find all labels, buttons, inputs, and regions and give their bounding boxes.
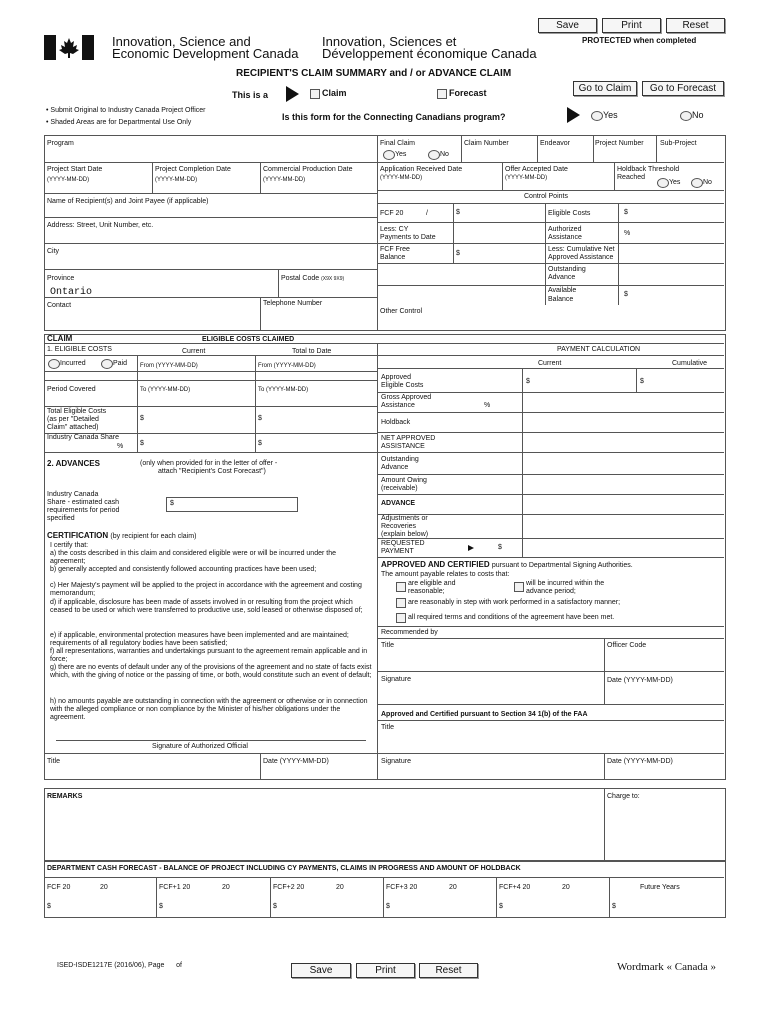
certification-by: (by recipient for each claim)	[110, 533, 197, 540]
fc-col4-suffix: 20	[562, 884, 570, 891]
start-date-label: Project Start Date	[47, 166, 103, 173]
rec-signature-label: Signature	[381, 676, 411, 683]
postal-code-text: Postal Code	[281, 275, 320, 282]
offer-accepted-label: Offer Accepted Date	[505, 166, 568, 173]
authorized-percent: %	[624, 230, 631, 237]
gross-approved-label	[381, 394, 431, 410]
commercial-date-label: Commercial Production Date	[263, 166, 353, 173]
other-control-label: Other Control	[380, 308, 423, 315]
approved-eligible-line1: Approved	[381, 374, 411, 381]
rec-title-label: Title	[381, 642, 394, 649]
claim-number-label: Claim Number	[464, 140, 509, 147]
requested-dollar: $	[498, 544, 502, 551]
final-claim-no-radio[interactable]	[428, 150, 440, 160]
adjustments-label	[381, 515, 428, 539]
offer-accepted-format: (YYYY-MM-DD)	[505, 175, 548, 181]
fc-col2-suffix: 20	[336, 884, 344, 891]
reached-label: Reached	[617, 174, 646, 181]
print-button[interactable]: Print	[602, 18, 661, 33]
payment-current-heading: Current	[538, 360, 562, 367]
holdback-threshold-label: Holdback Threshold	[617, 166, 680, 173]
outstanding-label: Outstanding	[548, 266, 586, 273]
app-received-label: Application Received Date	[380, 166, 463, 173]
forecast-col-fcf3: FCF+3 20	[386, 884, 418, 891]
fc-col0: FCF 20	[47, 884, 71, 891]
gross-approved-line2: Assistance	[381, 402, 415, 409]
ic-share-estimate-label	[47, 491, 157, 523]
advance-caps-label: ADVANCE	[381, 500, 416, 507]
adjustments-line1: Adjustments or	[381, 515, 428, 522]
connecting-question: Is this form for the Connecting Canadians program?	[282, 112, 506, 122]
forecast-heading: DEPARTMENT CASH FORECAST - BALANCE OF PROJECT INCLUDING CY PAYMENTS, CLAIMS IN PROGRESS AND AMOUNT OF HOLDBACK	[47, 865, 521, 872]
recipients-label: Name of Recipient(s) and Joint Payee (if applicable)	[47, 198, 209, 205]
cert-date-label: Date (YYYY-MM-DD)	[263, 758, 329, 765]
fcf-slash: /	[426, 210, 428, 217]
approved-certified-title: APPROVED AND CERTIFIED	[381, 560, 490, 569]
canada-wordmark: Wordmark « Canada »	[617, 961, 716, 973]
approved-current-dollar: $	[526, 378, 530, 385]
will-incur-line1: will be incurred within the	[526, 580, 605, 587]
ic-share-percent: %	[117, 443, 124, 450]
requested-payment-label	[381, 540, 425, 556]
net-approved-line2: ASSISTANCE	[381, 443, 425, 450]
fcf-free-balance-label: Balance	[380, 254, 406, 261]
total-eligible-line3: Claim" attached)	[47, 424, 99, 431]
connecting-yes-radio[interactable]	[591, 111, 603, 121]
project-number-label: Project Number	[595, 140, 644, 147]
current-from-label: From (YYYY-MM-DD)	[140, 363, 198, 369]
approved-eligible-line2: Eligible Costs	[381, 382, 424, 389]
advance-label: Advance	[548, 274, 576, 281]
forecast-col-fcf1: FCF+1 20	[159, 884, 191, 891]
will-incur-label	[526, 580, 604, 596]
less-cumulative-label: Less: Cumulative Net	[548, 246, 615, 253]
approved-assistance-label: Approved Assistance	[548, 254, 614, 261]
payment-cumulative-heading: Cumulative	[672, 360, 708, 367]
forecast-col-fcf	[47, 884, 70, 892]
fc-dollar-4: $	[499, 903, 503, 910]
current-to-label: To (YYYY-MM-DD)	[140, 387, 191, 393]
reset-button[interactable]: Reset	[666, 18, 725, 33]
claim-label: Claim	[322, 88, 347, 98]
amount-owing-line2: (receivable)	[381, 485, 418, 492]
approved-certified-pursuant: pursuant to Departmental Signing Authorities.	[491, 562, 633, 569]
form-id-text: ISED-ISDE1217E (2016/06), Page	[57, 962, 165, 969]
form-title: RECIPIENT'S CLAIM SUMMARY and / or ADVANCE CLAIM	[236, 68, 512, 79]
recommended-label: Recommended by	[381, 629, 438, 636]
total-eligible-total-dollar: $	[258, 415, 262, 422]
holdback-no-radio[interactable]	[691, 178, 703, 188]
total-to-label: To (YYYY-MM-DD)	[258, 387, 309, 393]
total-eligible-current-dollar: $	[140, 415, 144, 422]
eligible-costs-dollar: $	[624, 209, 628, 216]
fc-dollar-2: $	[273, 903, 277, 910]
fcf-dollar: $	[456, 209, 460, 216]
cert-item-f: f) all representations, warranties and undertakings pursuant to the agreement remain applicable and in force;	[50, 648, 368, 663]
certification-heading	[47, 532, 196, 541]
arrow-right-icon	[468, 545, 474, 551]
current-heading: Current	[182, 348, 206, 355]
net-approved-label	[381, 435, 435, 451]
connecting-no-radio[interactable]	[680, 111, 692, 121]
canada-flag-icon	[44, 35, 94, 60]
in-step-label: are reasonably in step with work performed in a satisfactory manner;	[408, 599, 621, 606]
program-label: Program	[47, 140, 74, 147]
ic-share-est-4: specified	[47, 515, 75, 522]
save-button[interactable]: Save	[538, 18, 597, 33]
form-id-of: of	[176, 962, 182, 969]
advances-note-2: attach "Recipient's Cost Forecast")	[158, 468, 266, 475]
terms-label: all required terms and conditions of the agreement have been met.	[408, 614, 615, 621]
remarks-label: REMARKS	[47, 793, 83, 800]
arrow-right-icon	[567, 107, 580, 123]
fc-dollar-1: $	[159, 903, 163, 910]
period-covered-label: Period Covered	[47, 386, 96, 393]
approved-cumulative-dollar: $	[640, 378, 644, 385]
amount-owing-label	[381, 477, 427, 493]
gross-approved-percent: %	[484, 402, 491, 409]
address-label: Address: Street, Unit Number, etc.	[47, 222, 154, 229]
eligible-costs-heading: 1. ELIGIBLE COSTS	[47, 346, 112, 353]
forecast-col-fcf2: FCF+2 20	[273, 884, 305, 891]
footer-reset-button[interactable]: Reset	[419, 963, 478, 978]
fc-dollar-5: $	[612, 903, 616, 910]
dept-fr-line1: Innovation, Sciences et	[322, 34, 457, 49]
incurred-label: Incurred	[60, 360, 86, 367]
fcf-free-dollar: $	[456, 250, 460, 257]
cert-item-g: g) there are no events of default under any of the provisions of the agreement and no state of facts exist which, with the giving of notice or the passing of time, or both, would constitute such an event of default;	[50, 664, 372, 679]
officer-code-label: Officer Code	[607, 642, 647, 649]
paid-radio[interactable]	[101, 359, 113, 369]
connecting-no-label: No	[692, 110, 704, 120]
outstanding-advance-line1: Outstanding	[381, 456, 419, 463]
advance-estimate-dollar: $	[170, 500, 174, 507]
paid-label: Paid	[113, 360, 128, 367]
authorized-label: Authorized	[548, 226, 582, 233]
protected-label: PROTECTED when completed	[582, 36, 697, 45]
bullet-text-2: Shaded Areas are for Departmental Use Only	[50, 119, 192, 126]
cert-item-e: e) if applicable, environmental protection measures have been implemented and are maintained; requirements of all regulatory bodies have been satisfied;	[50, 632, 349, 647]
connecting-yes-label: Yes	[603, 110, 618, 120]
contact-label: Contact	[47, 302, 72, 309]
approved-eligible-label	[381, 374, 423, 390]
available-dollar: $	[624, 291, 628, 298]
postal-code-label	[281, 275, 344, 283]
eligible-reasonable-label	[408, 580, 455, 596]
dept-fr-line2: Développement économique Canada	[322, 46, 537, 61]
start-date-format: (YYYY-MM-DD)	[47, 177, 90, 183]
total-eligible-label	[47, 408, 137, 432]
total-eligible-line1: Total Eligible Costs	[47, 408, 107, 415]
footer-save-button[interactable]: Save	[291, 963, 351, 978]
fcf-free-label: FCF Free	[380, 246, 410, 253]
claim-heading: CLAIM	[47, 334, 73, 343]
footer-print-button[interactable]: Print	[356, 963, 415, 978]
eligible-claimed-heading: ELIGIBLE COSTS CLAIMED	[202, 336, 295, 343]
available-balance-label: Balance	[548, 296, 574, 303]
outstanding-advance-label	[381, 456, 419, 472]
gross-approved-line1: Gross Approved	[381, 394, 432, 401]
bullet-2: • Shaded Areas are for Departmental Use Only	[46, 119, 192, 126]
eligible-reasonable-line2: reasonable;	[408, 588, 445, 595]
holdback-yes-radio[interactable]	[657, 178, 669, 188]
will-incur-line2: advance period;	[526, 588, 576, 595]
net-approved-line1: NET APPROVED	[381, 435, 436, 442]
incurred-radio[interactable]	[48, 359, 60, 369]
total-to-date-heading: Total to Date	[292, 348, 332, 355]
eligible-costs-label: Eligible Costs	[548, 210, 591, 217]
control-points-label: Control Points	[524, 193, 568, 200]
holdback-yes-label: Yes	[669, 179, 681, 186]
dept-en-line2: Economic Development Canada	[112, 46, 299, 61]
ic-share-est-1: Industry Canada	[47, 491, 99, 498]
forecast-checkbox[interactable]	[437, 89, 447, 99]
arrow-right-icon	[286, 86, 299, 102]
fc-dollar-3: $	[386, 903, 390, 910]
cert-item-b: b) generally accepted and consistently followed accounting practices have been used;	[50, 566, 317, 573]
approved-certified	[381, 561, 633, 570]
forecast-col-fcf4: FCF+4 20	[499, 884, 531, 891]
go-to-forecast-button[interactable]: Go to Forecast	[642, 81, 724, 96]
certify-label: I certify that:	[50, 542, 89, 549]
ic-share-label: Industry Canada Share	[47, 434, 119, 441]
ic-share-total-dollar: $	[258, 440, 262, 447]
bullet-text-1: Submit Original to Industry Canada Project Officer	[50, 107, 206, 114]
assistance-label: Assistance	[548, 234, 582, 241]
adjustments-line3: (explain below)	[381, 531, 429, 538]
cert-item-c: c) Her Majesty's payment will be applied to the project in accordance with the agreement and costing memorandum;	[50, 582, 362, 597]
less-cy-label: Less: CY	[380, 226, 409, 233]
go-to-claim-button[interactable]: Go to Claim	[573, 81, 637, 96]
cert-item-d: d) if applicable, disclosure has been made of assets involved in or resulting from the project which ceased to be used or which were transferred to productive use, sold leased or otherwise disposed of;	[50, 599, 363, 614]
advances-heading: 2. ADVANCES	[47, 459, 100, 468]
final-claim-yes-label: Yes	[395, 151, 407, 158]
eligible-reasonable-line1: are eligible and	[408, 580, 456, 587]
sub-project-label: Sub-Project	[660, 140, 697, 147]
province-label: Province	[47, 275, 75, 282]
certification-title: CERTIFICATION	[47, 531, 109, 540]
total-eligible-line2: (as per "Detailed	[47, 416, 99, 423]
s34-title-label: Title	[381, 724, 394, 731]
total-from-label: From (YYYY-MM-DD)	[258, 363, 316, 369]
holdback-no-label: No	[703, 179, 712, 186]
forecast-label: Forecast	[449, 88, 487, 98]
available-label: Available	[548, 287, 577, 294]
amount-owing-line1: Amount Owing	[381, 477, 427, 484]
claim-checkbox[interactable]	[310, 89, 320, 99]
adjustments-line2: Recoveries	[381, 523, 417, 530]
will-incur-checkbox[interactable]	[514, 582, 524, 592]
telephone-label: Telephone Number	[263, 300, 323, 307]
charge-to-label: Charge to:	[607, 793, 640, 800]
cert-title-label: Title	[47, 758, 60, 765]
payment-calc-heading: PAYMENT CALCULATION	[557, 346, 641, 353]
fcf-label: FCF 20	[380, 210, 404, 217]
holdback-label: Holdback	[381, 419, 411, 426]
outstanding-advance-line2: Advance	[381, 464, 409, 471]
bullet-1: • Submit Original to Industry Canada Project Officer	[46, 107, 206, 114]
requested-line2: PAYMENT	[381, 548, 414, 555]
cert-item-a: a) the costs described in this claim and considered eligible were or will be incurred under the agreement;	[50, 550, 336, 565]
endeavor-label: Endeavor	[540, 140, 570, 147]
s34-signature-label: Signature	[381, 758, 411, 765]
rec-date-label: Date (YYYY-MM-DD)	[607, 677, 673, 684]
dept-en-line1: Innovation, Science and	[112, 34, 251, 49]
ic-share-current-dollar: $	[140, 440, 144, 447]
s34-date-label: Date (YYYY-MM-DD)	[607, 758, 673, 765]
city-label: City	[47, 248, 60, 255]
commercial-date-format: (YYYY-MM-DD)	[263, 177, 306, 183]
in-step-checkbox[interactable]	[396, 598, 406, 608]
fc-col1-suffix: 20	[222, 884, 230, 891]
fc-col3-suffix: 20	[449, 884, 457, 891]
this-is-label: This is a	[232, 90, 269, 100]
advance-estimate-field[interactable]	[166, 497, 298, 512]
ic-share-est-2: Share - estimated cash	[47, 499, 119, 506]
cert-item-h: h) no amounts payable are outstanding in connection with the agreement or otherwise or in connection with the alleged compliance or non compliance by the Minister of his/her obligations under the agreement.	[50, 698, 368, 721]
fc-dollar-0: $	[47, 903, 51, 910]
final-claim-no-label: No	[440, 151, 449, 158]
forecast-col-future: Future Years	[640, 884, 680, 891]
payments-to-date-label: Payments to Date	[380, 234, 436, 241]
fc-col0-suffix: 20	[100, 884, 108, 891]
terms-checkbox[interactable]	[396, 613, 406, 623]
amount-relates-label: The amount payable relates to costs that:	[381, 571, 510, 578]
final-claim-yes-radio[interactable]	[383, 150, 395, 160]
province-value[interactable]: Ontario	[50, 287, 93, 298]
form-id	[57, 962, 182, 970]
completion-date-label: Project Completion Date	[155, 166, 231, 173]
ic-share-est-3: requirements for period	[47, 507, 120, 514]
completion-date-format: (YYYY-MM-DD)	[155, 177, 198, 183]
final-claim-label: Final Claim	[380, 140, 416, 147]
app-received-format: (YYYY-MM-DD)	[380, 175, 423, 181]
postal-code-format: (X9X 9X9)	[321, 276, 345, 282]
section34-label: Approved and Certified pursuant to Section 34 1(b) of the FAA	[381, 711, 588, 718]
signature-official-label: Signature of Authorized Official	[152, 743, 248, 750]
advances-note-1: (only when provided for in the letter of offer -	[140, 460, 278, 467]
eligible-reasonable-checkbox[interactable]	[396, 582, 406, 592]
requested-line1: REQUESTED	[381, 540, 425, 547]
